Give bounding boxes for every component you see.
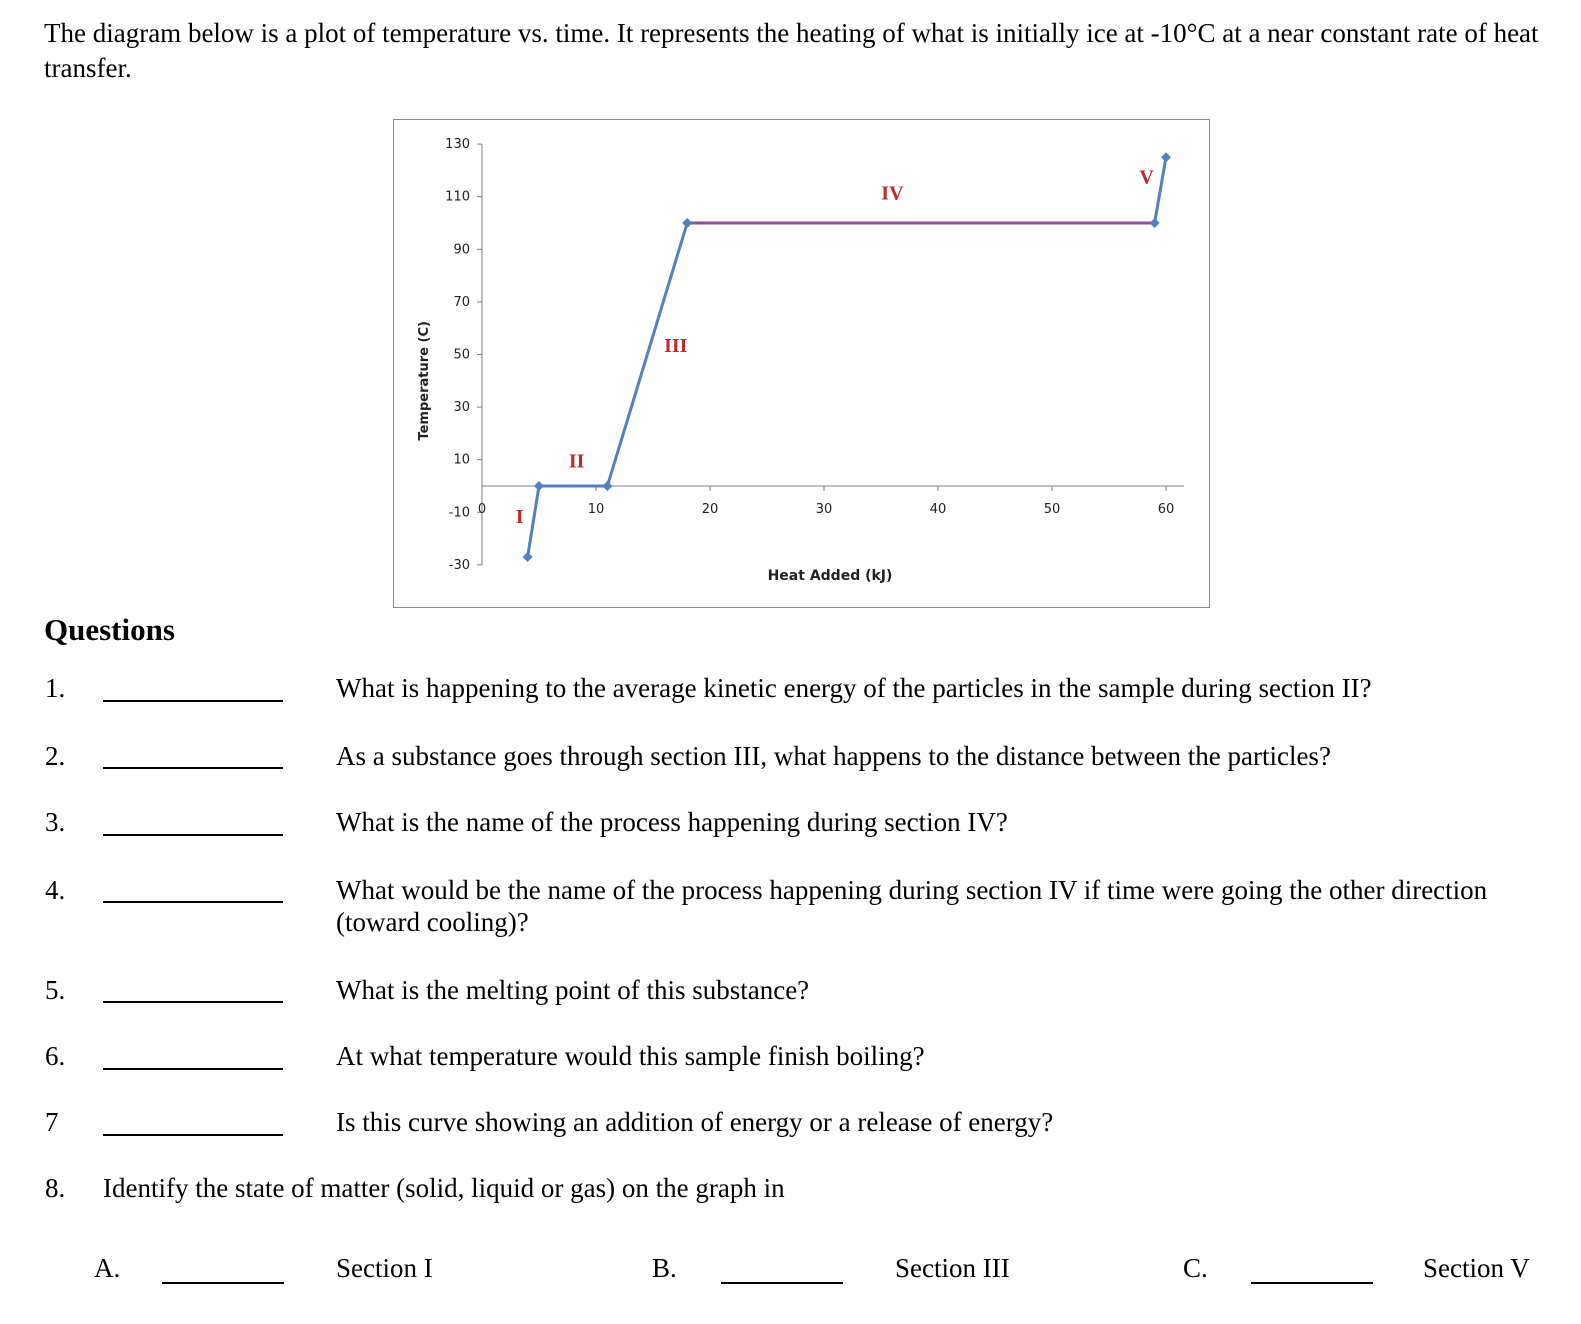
x-tick-label: 40 (929, 502, 947, 517)
section-label-II: II (568, 450, 585, 473)
y-tick-label: 70 (453, 294, 470, 310)
y-tick-label: 130 (445, 137, 470, 153)
y-tick-label: 90 (453, 242, 470, 258)
question-number: 7 (45, 1107, 59, 1137)
data-point-marker (523, 552, 533, 562)
answer-blank-1[interactable] (103, 700, 283, 702)
answer-blank-8a[interactable] (162, 1282, 284, 1284)
data-point-marker (534, 481, 544, 491)
answer-blank-3[interactable] (103, 834, 283, 836)
sub-item-label: Section I (336, 1253, 433, 1283)
answer-blank-6[interactable] (103, 1068, 283, 1070)
question-text: What is the name of the process happening during section IV? (336, 807, 1008, 837)
question-text: What would be the name of the process happening during section IV if time were going the other direction (toward cooling)? (336, 875, 1488, 937)
x-tick-label: 30 (815, 502, 833, 517)
y-tick-label: -30 (448, 557, 470, 573)
y-tick-label: 50 (453, 347, 470, 363)
y-tick-label: 110 (445, 189, 470, 205)
section-label-IV: IV (881, 182, 904, 205)
answer-blank-2[interactable] (103, 767, 283, 769)
questions-heading: Questions (44, 612, 175, 647)
question-number: 4. (45, 875, 66, 905)
question-text: Is this curve showing an addition of energy or a release of energy? (336, 1107, 1054, 1137)
section-label-I: I (515, 505, 524, 528)
data-point-marker (602, 481, 612, 491)
question-number: 3. (45, 807, 66, 837)
sub-item-letter: C. (1183, 1253, 1208, 1283)
series-segment-V (1155, 157, 1166, 223)
intro-text: The diagram below is a plot of temperature vs. time. It represents the heating of what is initially ice at -10°C at a near constant rate of heat transfer. (44, 18, 1539, 83)
x-tick-label: 10 (587, 502, 605, 517)
section-label-V: V (1139, 166, 1154, 189)
y-tick-label: 30 (453, 400, 470, 416)
data-point-marker (682, 218, 692, 228)
sub-item-label: Section III (895, 1253, 1010, 1283)
data-point-marker (1161, 152, 1171, 162)
question-text: Identify the state of matter (solid, liquid or gas) on the graph in (103, 1173, 785, 1203)
phase-change-chart (393, 119, 1210, 608)
answer-blank-8b[interactable] (721, 1282, 843, 1284)
question-number: 8. (45, 1173, 66, 1203)
x-axis-title: Heat Added (kJ) (767, 568, 893, 584)
x-tick-label: 0 (477, 502, 487, 517)
y-tick-label: -10 (448, 505, 470, 521)
question-number: 1. (45, 673, 66, 703)
answer-blank-8c[interactable] (1251, 1282, 1373, 1284)
x-tick-label: 50 (1043, 502, 1061, 517)
question-number: 5. (45, 975, 66, 1005)
y-axis-title: Temperature (C) (417, 321, 432, 441)
answer-blank-7[interactable] (103, 1134, 283, 1136)
question-text: As a substance goes through section III, what happens to the distance between the particles? (336, 741, 1331, 771)
sub-item-letter: A. (94, 1253, 121, 1283)
section-label-III: III (664, 334, 688, 357)
y-tick-label: 10 (453, 452, 470, 468)
chart-svg (394, 120, 1209, 607)
question-number: 6. (45, 1041, 66, 1071)
x-tick-label: 60 (1157, 502, 1175, 517)
question-text: At what temperature would this sample finish boiling? (336, 1041, 925, 1071)
question-text: What is happening to the average kinetic energy of the particles in the sample during section II? (336, 673, 1372, 703)
data-point-marker (1150, 218, 1160, 228)
x-tick-label: 20 (701, 502, 719, 517)
sub-item-label: Section V (1423, 1253, 1530, 1283)
sub-item-letter: B. (652, 1253, 677, 1283)
series-segment-I (528, 486, 539, 557)
question-text: What is the melting point of this substance? (336, 975, 810, 1005)
answer-blank-5[interactable] (103, 1001, 283, 1003)
question-number: 2. (45, 741, 66, 771)
answer-blank-4[interactable] (103, 901, 283, 903)
